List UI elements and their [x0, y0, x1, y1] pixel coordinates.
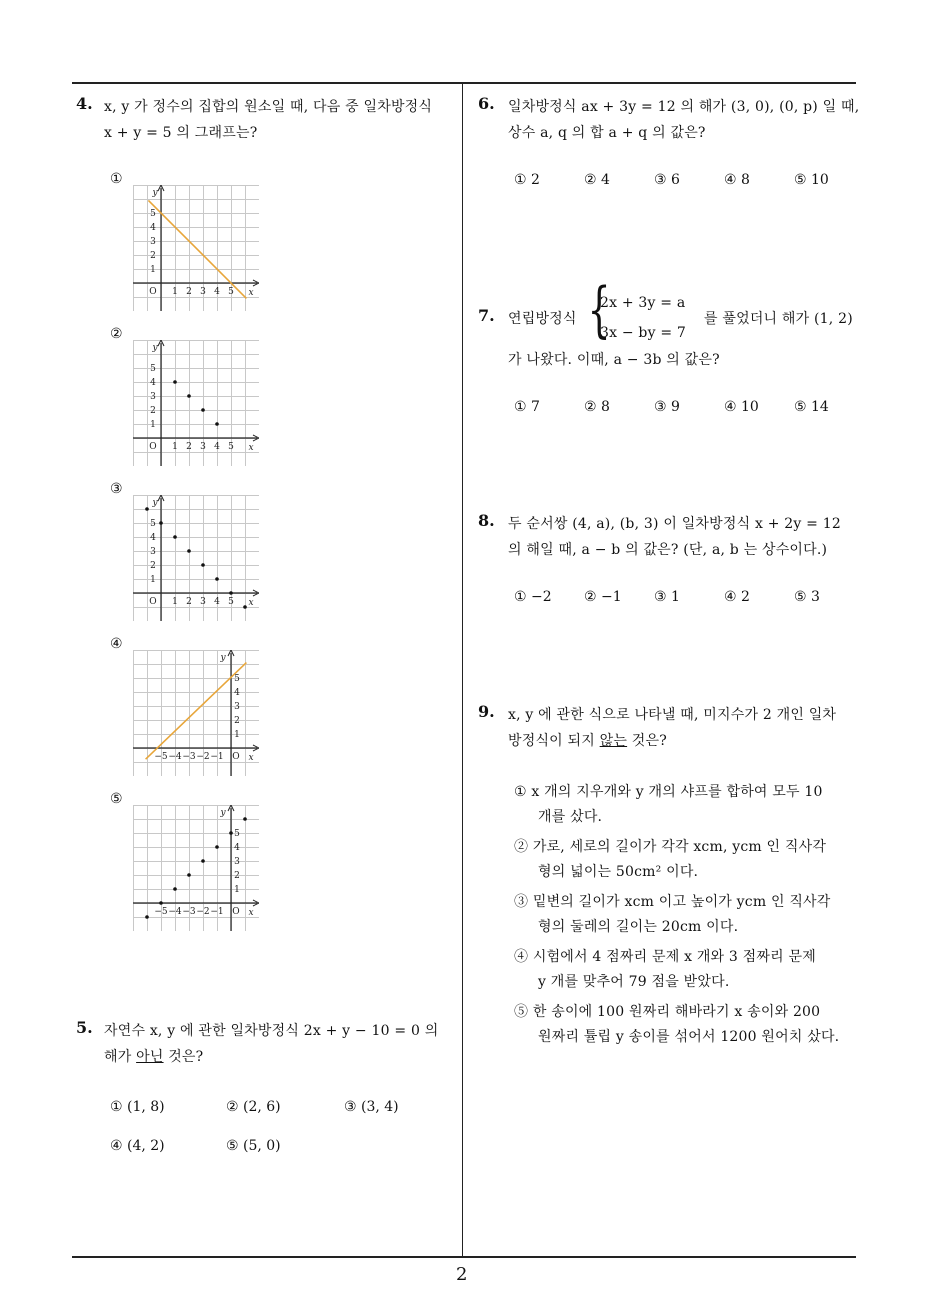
y-tick-label: 3: [234, 702, 240, 712]
q4-option-2[interactable]: ②: [110, 326, 123, 342]
x-tick-label: 2: [186, 597, 192, 607]
y-tick-label: 5: [150, 364, 156, 374]
graph-point: [173, 380, 177, 384]
q9-line2-a: 방정식이 되지: [508, 733, 600, 749]
graph-1: [133, 185, 259, 311]
graph-point: [201, 859, 205, 863]
q5-choice-2[interactable]: ② (2, 6): [226, 1099, 281, 1115]
q8-line1: 두 순서쌍 (4, a), (b, 3) 이 일차방정식 x + 2y = 12: [508, 516, 841, 532]
x-tick-label: −1: [210, 752, 224, 762]
x-tick-label: 5: [228, 287, 234, 297]
column-divider: [462, 82, 463, 1257]
q9-underlined: 않는: [599, 733, 628, 749]
q9-line2: [508, 730, 667, 750]
y-tick-label: 4: [234, 843, 240, 853]
x-tick-label: −4: [168, 907, 182, 917]
x-tick-label: −3: [182, 752, 196, 762]
q4-option-1[interactable]: ①: [110, 171, 123, 187]
top-rule: [72, 82, 856, 84]
graph-4: [133, 650, 259, 776]
y-tick-label: 1: [150, 575, 156, 585]
x-tick-label: −4: [168, 752, 182, 762]
q6-line2: 상수 a, q 의 합 a + q 의 값은?: [508, 125, 706, 141]
q5-line2-a: 해가: [104, 1049, 137, 1065]
q9-item-3-line2: 형의 둘레의 길이는 20cm 이다.: [538, 919, 739, 935]
graph-point: [201, 408, 205, 412]
q9-item-2-line2: 형의 넓이는 50cm² 이다.: [538, 864, 699, 880]
y-tick-label: 3: [150, 392, 156, 402]
origin-label: O: [232, 752, 240, 762]
q7-choice-1[interactable]: ① 7: [514, 399, 540, 415]
y-tick-label: 3: [150, 547, 156, 557]
q4-option-4[interactable]: ④: [110, 636, 123, 652]
q7-eq2: 3x − by = 7: [600, 325, 687, 341]
y-tick-label: 2: [150, 251, 156, 261]
origin-label: O: [149, 287, 157, 297]
q9-item-4-line2: y 개를 맞추어 79 점을 받았다.: [538, 974, 730, 990]
y-axis-label: y: [220, 653, 226, 663]
y-tick-label: 1: [234, 730, 240, 740]
graph-point: [229, 591, 233, 595]
bottom-rule: [72, 1256, 856, 1258]
q6-choice-5[interactable]: ⑤ 10: [794, 172, 829, 188]
q8-choice-3[interactable]: ③ 1: [654, 589, 680, 605]
q8-choice-1[interactable]: ① −2: [514, 589, 552, 605]
x-tick-label: 1: [172, 597, 178, 607]
q4-line2: x + y = 5 의 그래프는?: [104, 125, 258, 141]
q9-item-4-line1[interactable]: ④ 시험에서 4 점짜리 문제 x 개와 3 점짜리 문제: [514, 949, 816, 965]
x-tick-label: −2: [196, 752, 210, 762]
q5-choice-4[interactable]: ④ (4, 2): [110, 1138, 165, 1154]
y-tick-label: 2: [150, 561, 156, 571]
x-tick-label: 4: [214, 287, 220, 297]
graph-point: [159, 901, 163, 905]
y-tick-label: 4: [150, 533, 156, 543]
q5-underlined: 아닌: [136, 1049, 164, 1065]
x-tick-label: 1: [172, 442, 178, 452]
graph-point: [187, 549, 191, 553]
x-axis-label: x: [248, 908, 254, 918]
q6-choice-2[interactable]: ② 4: [584, 172, 610, 188]
x-tick-label: −2: [196, 907, 210, 917]
q6-number: 6.: [478, 94, 495, 113]
q9-item-3-line1[interactable]: ③ 밑변의 길이가 xcm 이고 높이가 ycm 인 직사각: [514, 894, 831, 910]
x-tick-label: −5: [154, 752, 168, 762]
x-tick-label: 2: [186, 287, 192, 297]
q4-option-5[interactable]: ⑤: [110, 791, 123, 807]
y-tick-label: 5: [234, 829, 240, 839]
graph-point: [215, 422, 219, 426]
graph-point: [215, 577, 219, 581]
x-tick-label: 3: [200, 442, 206, 452]
q8-choice-2[interactable]: ② −1: [584, 589, 622, 605]
q9-item-1-line1[interactable]: ① x 개의 지우개와 y 개의 샤프를 합하여 모두 10: [514, 784, 823, 800]
x-tick-label: 3: [200, 287, 206, 297]
q9-number: 9.: [478, 702, 495, 721]
x-tick-label: 4: [214, 597, 220, 607]
graph-point: [145, 915, 149, 919]
graph-point: [243, 605, 247, 609]
x-axis-label: x: [248, 288, 254, 298]
y-tick-label: 1: [234, 885, 240, 895]
q7-line2: 가 나왔다. 이때, a − 3b 의 값은?: [508, 352, 720, 368]
graph-point: [215, 845, 219, 849]
y-tick-label: 5: [234, 674, 240, 684]
y-tick-label: 2: [150, 406, 156, 416]
q7-choice-2[interactable]: ② 8: [584, 399, 610, 415]
q7-prefix: 연립방정식: [508, 311, 577, 327]
y-tick-label: 2: [234, 716, 240, 726]
x-tick-label: 3: [200, 597, 206, 607]
q7-suffix: 를 풀었더니 해가 (1, 2): [704, 311, 853, 327]
q6-choice-4[interactable]: ④ 8: [724, 172, 750, 188]
graph-2: [133, 340, 259, 466]
q8-choice-5[interactable]: ⑤ 3: [794, 589, 820, 605]
q6-choice-3[interactable]: ③ 6: [654, 172, 680, 188]
q5-choice-3[interactable]: ③ (3, 4): [344, 1099, 399, 1115]
q9-item-1-line2: 개를 샀다.: [538, 809, 603, 825]
q8-choice-4[interactable]: ④ 2: [724, 589, 750, 605]
y-tick-label: 3: [150, 237, 156, 247]
x-tick-label: −5: [154, 907, 168, 917]
y-axis-label: y: [220, 808, 226, 818]
y-tick-label: 1: [150, 265, 156, 275]
y-tick-label: 4: [150, 223, 156, 233]
x-tick-label: 4: [214, 442, 220, 452]
y-axis-label: y: [152, 498, 158, 508]
q7-choice-4[interactable]: ④ 10: [724, 399, 759, 415]
y-tick-label: 4: [234, 688, 240, 698]
q7-choice-3[interactable]: ③ 9: [654, 399, 680, 415]
graph-point: [229, 831, 233, 835]
y-tick-label: 4: [150, 378, 156, 388]
q4-number: 4.: [76, 94, 93, 113]
q5-choice-1[interactable]: ① (1, 8): [110, 1099, 165, 1115]
graph-point: [173, 887, 177, 891]
q9-line1: x, y 에 관한 식으로 나타낼 때, 미지수가 2 개인 일차: [508, 707, 837, 723]
x-tick-label: −1: [210, 907, 224, 917]
y-tick-label: 2: [234, 871, 240, 881]
graph-point: [159, 521, 163, 525]
q8-line2: 의 해일 때, a − b 의 값은? (단, a, b 는 상수이다.): [508, 542, 828, 558]
x-tick-label: 5: [228, 442, 234, 452]
q9-item-2-line1[interactable]: ② 가로, 세로의 길이가 각각 xcm, ycm 인 직사각: [514, 839, 827, 855]
graph-5: [133, 805, 259, 931]
y-tick-label: 1: [150, 420, 156, 430]
origin-label: O: [232, 907, 240, 917]
q9-item-5-line1[interactable]: ⑤ 한 송이에 100 원짜리 해바라기 x 송이와 200: [514, 1004, 821, 1020]
x-tick-label: −3: [182, 907, 196, 917]
origin-label: O: [149, 597, 157, 607]
graph-point: [201, 563, 205, 567]
q7-choice-5[interactable]: ⑤ 14: [794, 399, 829, 415]
origin-label: O: [149, 442, 157, 452]
y-axis-label: y: [152, 343, 158, 353]
q5-line2-b: 것은?: [163, 1049, 204, 1065]
q7-eq1: 2x + 3y = a: [600, 295, 686, 311]
q6-choice-1[interactable]: ① 2: [514, 172, 540, 188]
graph-3: [133, 495, 259, 621]
y-tick-label: 5: [150, 519, 156, 529]
x-axis-label: x: [248, 443, 254, 453]
q5-line2: [104, 1046, 203, 1066]
page-number: 2: [456, 1264, 468, 1285]
q4-option-3[interactable]: ③: [110, 481, 123, 497]
q5-choice-5[interactable]: ⑤ (5, 0): [226, 1138, 281, 1154]
x-tick-label: 1: [172, 287, 178, 297]
graph-point: [145, 507, 149, 511]
graph-point: [173, 535, 177, 539]
q6-line1: 일차방정식 ax + 3y = 12 의 해가 (3, 0), (0, p) 일 때,: [508, 99, 860, 115]
q9-item-5-line2: 원짜리 튤립 y 송이를 섞어서 1200 원어치 샀다.: [538, 1029, 840, 1045]
q7-system-brace: {: [587, 275, 611, 345]
y-axis-label: y: [152, 188, 158, 198]
q4-line1: x, y 가 정수의 집합의 원소일 때, 다음 중 일차방정식: [104, 99, 433, 115]
q9-line2-b: 것은?: [627, 733, 667, 749]
x-axis-label: x: [248, 598, 254, 608]
q5-number: 5.: [76, 1018, 93, 1037]
q8-number: 8.: [478, 511, 495, 530]
x-tick-label: 2: [186, 442, 192, 452]
y-tick-label: 3: [234, 857, 240, 867]
y-tick-label: 5: [150, 209, 156, 219]
graph-point: [187, 394, 191, 398]
q5-line1: 자연수 x, y 에 관한 일차방정식 2x + y − 10 = 0 의: [104, 1023, 439, 1039]
q7-number: 7.: [478, 306, 495, 325]
x-axis-label: x: [248, 753, 254, 763]
graph-point: [243, 817, 247, 821]
graph-point: [187, 873, 191, 877]
x-tick-label: 5: [228, 597, 234, 607]
